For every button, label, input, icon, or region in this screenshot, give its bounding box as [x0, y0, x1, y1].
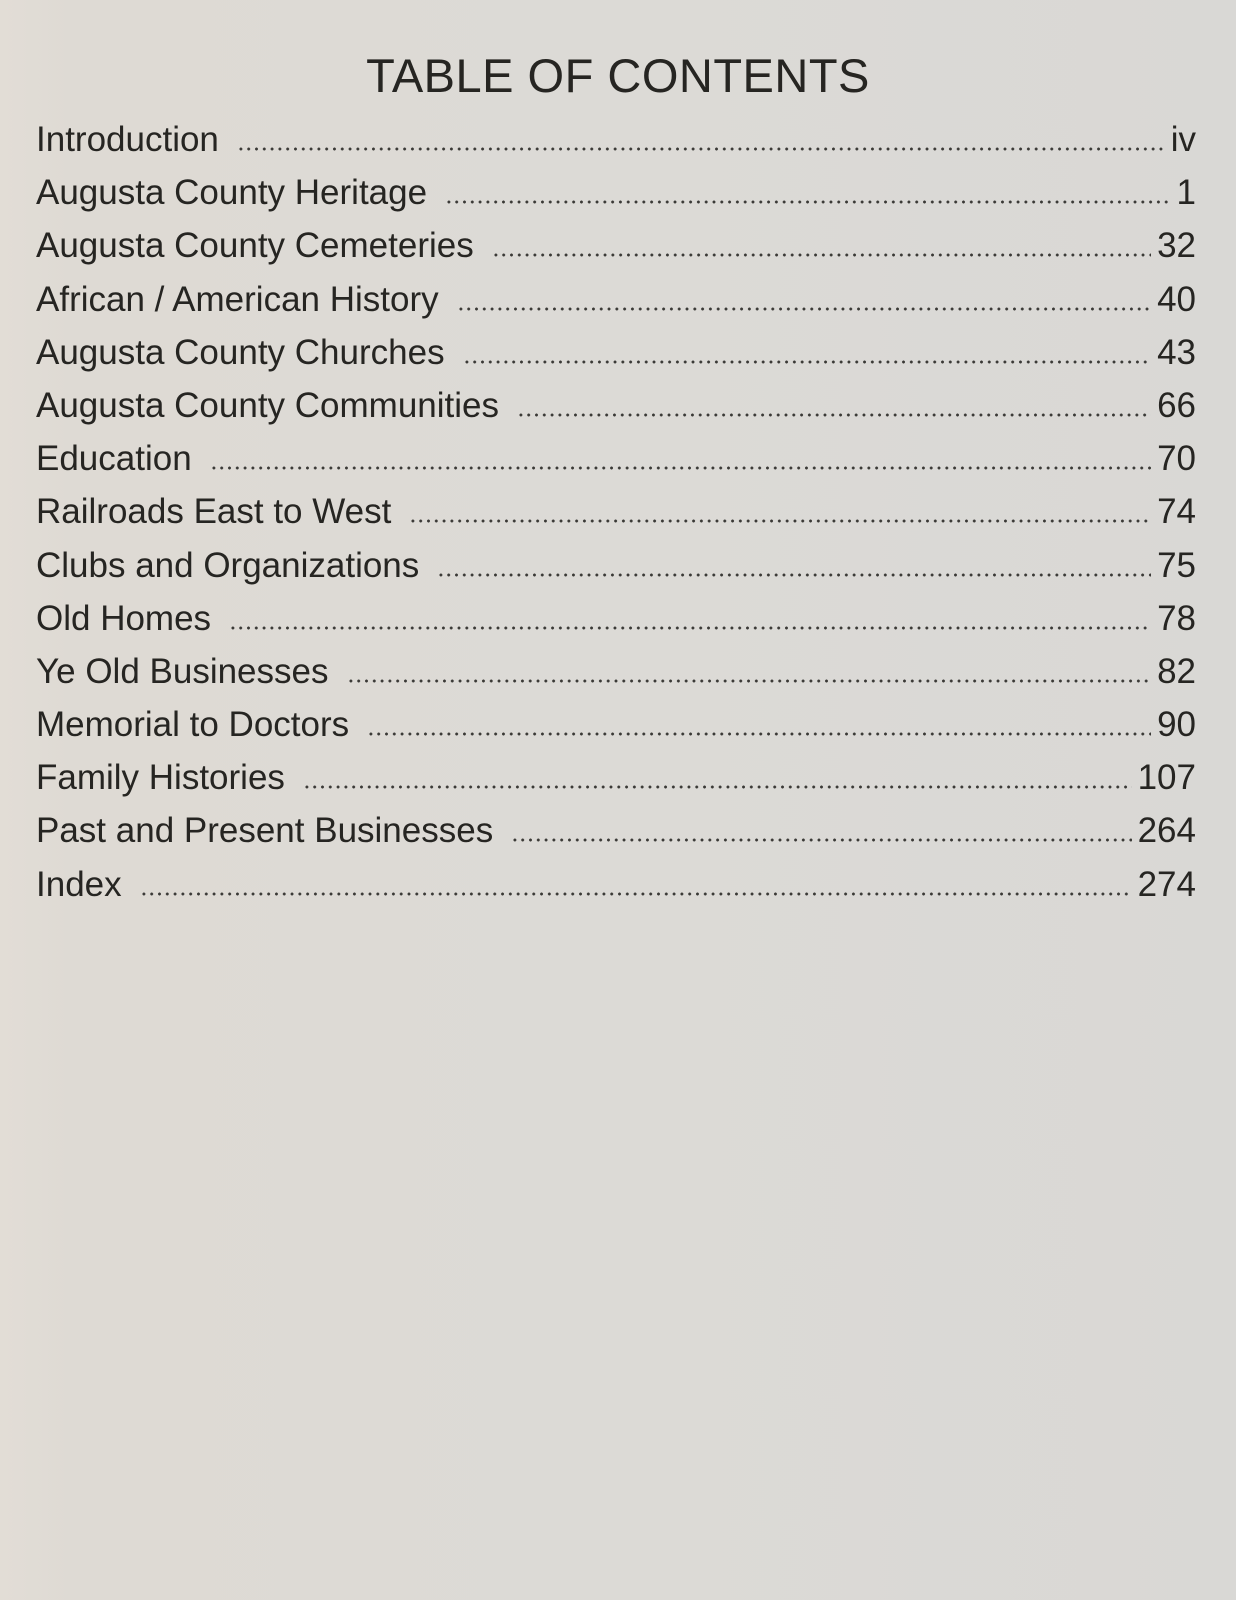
toc-entry-label: Augusta County Heritage — [36, 173, 428, 213]
dot-leader — [511, 838, 1131, 842]
toc-entry — [36, 113, 1196, 166]
toc-entry — [36, 432, 1196, 485]
toc-list — [36, 113, 1196, 911]
dot-leader — [437, 573, 1151, 577]
dot-leader — [409, 519, 1151, 523]
toc-entry — [36, 379, 1196, 432]
toc-entry-page: 78 — [1157, 598, 1196, 638]
toc-entry-label: Ye Old Businesses — [36, 651, 329, 691]
dot-leader — [445, 200, 1170, 204]
toc-entry-label: Old Homes — [36, 598, 212, 638]
toc-entry — [36, 751, 1196, 804]
dot-leader — [237, 147, 1165, 151]
toc-entry — [36, 858, 1196, 911]
toc-entry — [36, 592, 1196, 645]
toc-entry-page: 40 — [1157, 279, 1196, 319]
page-title: TABLE OF CONTENTS — [366, 49, 870, 102]
toc-entry-page: 66 — [1157, 385, 1196, 425]
toc-entry — [36, 166, 1196, 219]
toc-entry-label: Education — [36, 439, 192, 479]
dot-leader — [210, 466, 1151, 470]
toc-entry-label: Index — [36, 864, 122, 904]
toc-entry-page: 43 — [1157, 332, 1196, 372]
toc-entry-label: Introduction — [36, 120, 219, 159]
toc-entry-page: 107 — [1137, 758, 1196, 798]
toc-entry-page: 82 — [1157, 651, 1196, 691]
toc-entry — [36, 645, 1196, 698]
toc-entry-label: Memorial to Doctors — [36, 705, 350, 745]
toc-entry — [36, 219, 1196, 272]
toc-entry-page: 90 — [1157, 705, 1196, 745]
dot-leader — [367, 732, 1151, 736]
toc-entry-page: 75 — [1157, 545, 1196, 585]
toc-entry — [36, 698, 1196, 751]
dot-leader — [457, 307, 1151, 311]
toc-entry-label: Railroads East to West — [36, 492, 392, 532]
toc-entry-page: 32 — [1157, 226, 1196, 266]
toc-entry-page: 74 — [1157, 492, 1196, 532]
toc-entry-page: iv — [1170, 120, 1196, 159]
toc-entry-page: 1 — [1176, 173, 1196, 213]
dot-leader — [347, 679, 1152, 683]
dot-leader — [492, 253, 1151, 257]
toc-entry — [36, 326, 1196, 379]
toc-entry-page: 264 — [1137, 811, 1196, 851]
toc-entry-label: Family Histories — [36, 758, 285, 798]
dot-leader — [517, 413, 1151, 417]
toc-entry-label: African / American History — [36, 279, 439, 319]
toc-entry — [36, 485, 1196, 538]
toc-entry-page: 70 — [1157, 439, 1196, 479]
toc-entry-label: Past and Present Businesses — [36, 811, 494, 851]
toc-entry — [36, 273, 1196, 326]
dot-leader — [303, 785, 1132, 789]
toc-entry-label: Augusta County Cemeteries — [36, 226, 474, 266]
dot-leader — [229, 626, 1151, 630]
toc-entry — [36, 539, 1196, 592]
toc-entry-label: Augusta County Communities — [36, 385, 499, 425]
dot-leader — [463, 360, 1151, 364]
toc-entry-page: 274 — [1137, 864, 1196, 904]
toc-entry-label: Clubs and Organizations — [36, 545, 420, 585]
toc-entry — [36, 804, 1196, 857]
toc-entry-label: Augusta County Churches — [36, 332, 445, 372]
dot-leader — [140, 892, 1132, 896]
